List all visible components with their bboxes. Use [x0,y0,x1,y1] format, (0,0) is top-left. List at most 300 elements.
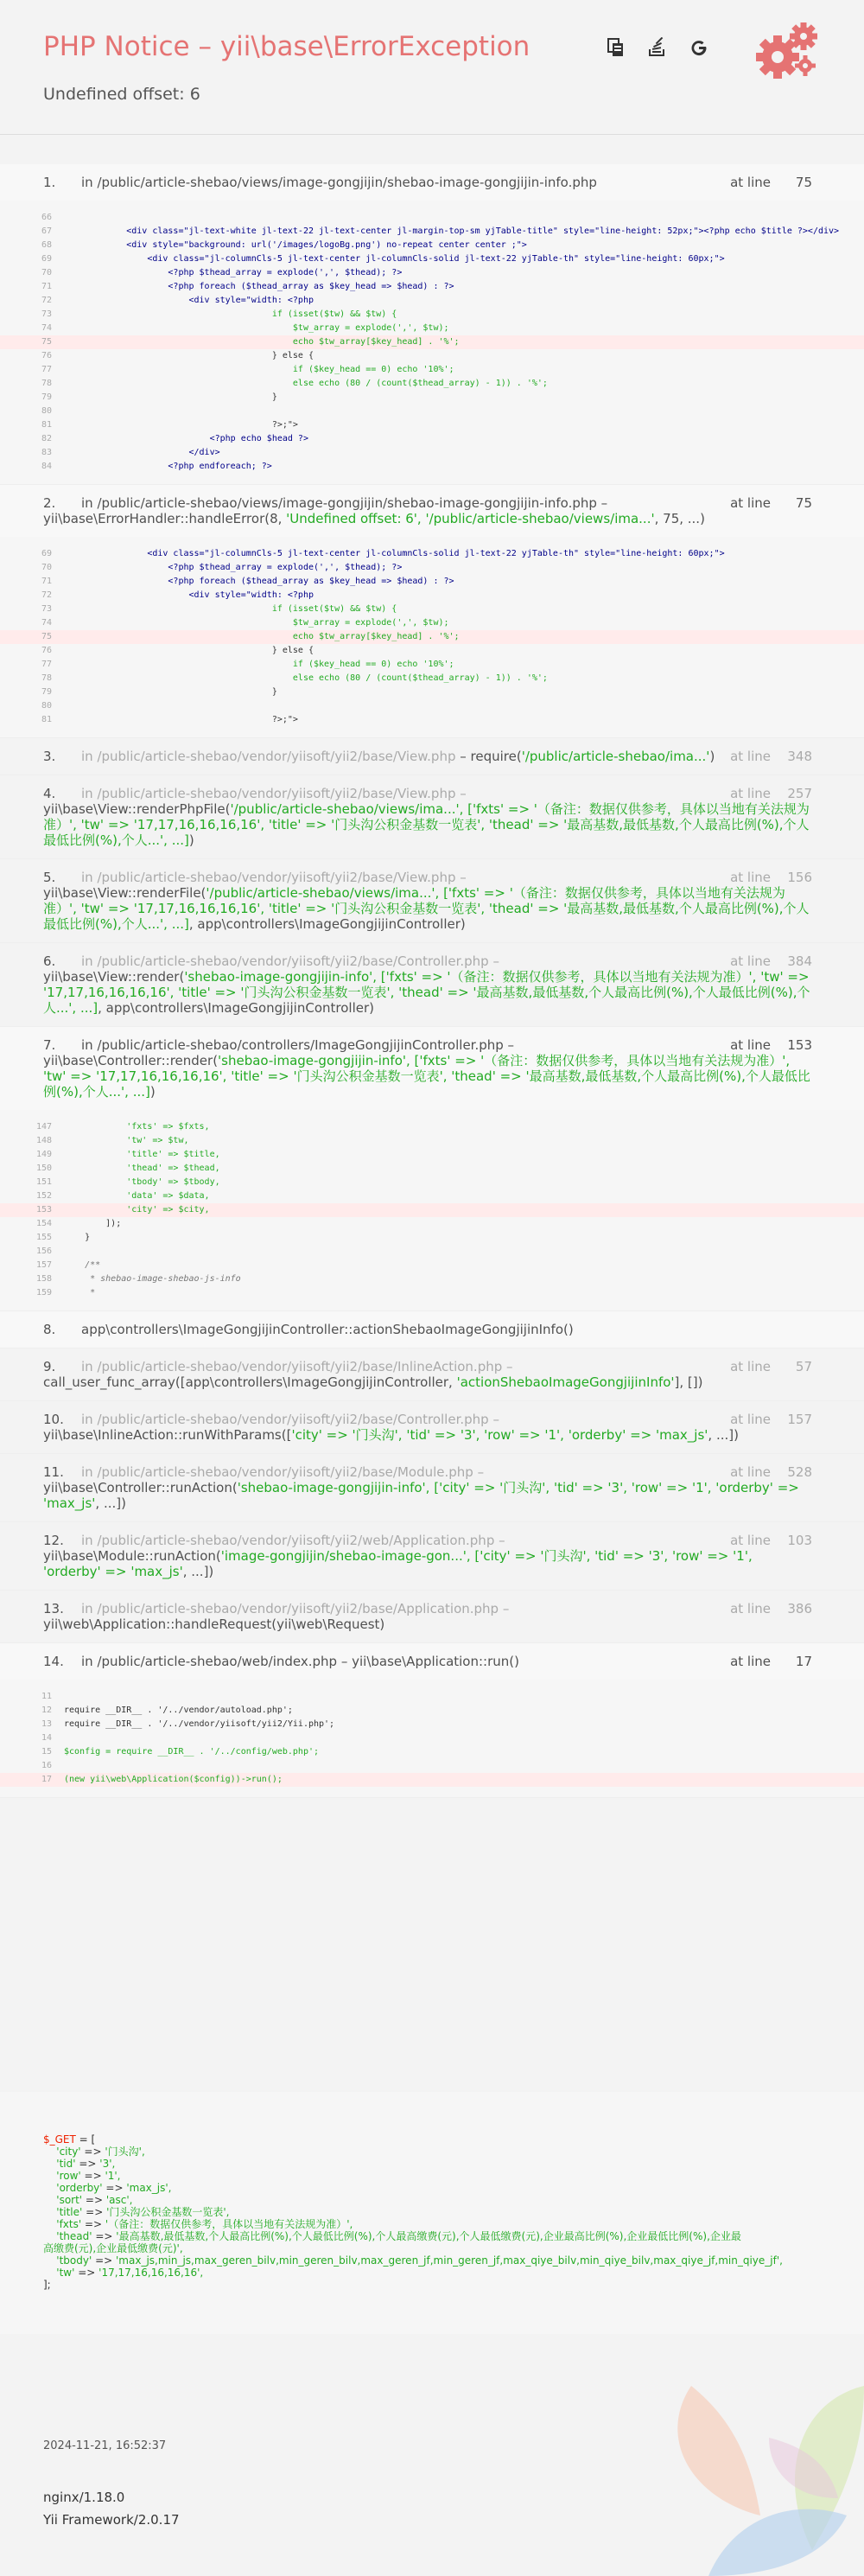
code-line-text: echo $tw_array[$key_head] . '%'; [64,337,460,347]
call-argument-string: 'shebao-image-gongjijin-info', ['fxts' => '（备注：数据仅供参考，具体以当地有关法规为准）', 'tw' => '17,17,16,16,16,16', 'title' => '门头沟公积金基数一览表', 'thead' => '最高基数,最低基数,个人最高比例(%),个人最低比例(%),个人...', ...] [43,969,810,1016]
code-line-text: 'thead' => $thead, [64,1164,220,1173]
call-stack-item [0,1349,864,1401]
code-line-text: if (isset($tw) && $tw) { [64,604,397,614]
code-line-number: 66 [41,213,52,222]
line-label: at line [730,1412,771,1427]
code-line [0,1704,864,1718]
call-file-path: in /public/article-shebao/vendor/yiisoft/yii2/base/View.php [81,749,456,764]
code-line [0,1176,864,1189]
call-stack-item-header[interactable] [0,1591,864,1642]
code-line [0,446,864,460]
call-file-path: in /public/article-shebao/vendor/yiisoft/yii2/base/Module.php – [81,1464,485,1480]
code-line-error [0,335,864,349]
code-line-number: 153 [35,1205,52,1215]
call-function-close: ) [149,1084,156,1100]
request-value: 'max_js,min_js,max_geren_bilv,min_geren_bilv,max_geren_jf,min_geren_jf,max_qiye_bilv,min_qiye_bilv,max_qiye_jf,min_qiye_jf', [116,2254,783,2267]
code-line-text: 'tw' => $tw, [64,1136,189,1145]
code-line-number: 77 [41,365,52,374]
call-stack-item-header[interactable] [0,738,864,775]
request-value: '（备注：数据仅供参考，具体以当地有关法规为准）', [105,2218,353,2230]
code-line-text: <?php $thead_array = explode(',', $thead); ?> [64,268,403,277]
request-key: 'orderby' [56,2182,103,2194]
call-stack-item-header[interactable] [0,485,864,537]
call-stack-item-header[interactable] [0,859,864,942]
code-line-number: 70 [41,268,52,277]
server-info [43,2486,180,2531]
request-line: 'tbody' => 'max_js,min_js,max_geren_bilv,min_geren_bilv,max_geren_jf,min_geren_jf,max_qiye_bilv,min_qiye_bilv,max_qiye_jf,min_qiye_jf', [56,2254,783,2267]
code-line [0,418,864,432]
code-line-number: 15 [41,1747,52,1757]
line-number: 348 [787,749,812,764]
call-stack-item-header[interactable] [0,1027,864,1110]
call-function [43,1053,812,1100]
code-line-text: </div> [64,448,220,457]
code-line-text: else echo (80 / (count($thead_array) - 1)) . '%'; [64,379,548,388]
code-line [0,322,864,335]
call-function [43,511,812,526]
error-type: PHP Notice [43,31,190,62]
line-label: at line [730,1654,771,1669]
code-line-number: 152 [35,1191,52,1201]
code-line-number: 84 [41,462,52,471]
gears-icon [753,21,823,85]
line-label: at line [730,1359,771,1374]
request-line: 'title' => '门头沟公积金基数一览表', [56,2206,230,2218]
code-line-text: (new yii\web\Application($config))->run(); [64,1775,283,1784]
code-line [0,575,864,589]
call-function [43,1427,812,1443]
line-label: at line [730,175,771,190]
call-file-path: in /public/article-shebao/views/image-gongjijin/shebao-image-gongjijin-info.php [81,175,597,190]
code-line-number: 80 [41,406,52,416]
request-key: 'tbody' [56,2254,92,2267]
call-number: 3. [43,749,56,764]
line-number: 75 [795,495,812,511]
request-key: 'city' [56,2146,81,2158]
code-line-number: 79 [41,392,52,402]
code-line [0,1718,864,1731]
code-line-text: } [64,1233,91,1242]
call-argument-string: 'actionShebaoImageGongjijinInfo' [456,1374,675,1390]
code-line [0,1286,864,1300]
call-file-path: app\controllers\ImageGongjijinController::actionShebaoImageGongjijinInfo() [81,1322,574,1337]
code-line-text: ]); [64,1219,122,1228]
call-number: 14. [43,1654,64,1669]
code-line-number: 68 [41,240,52,250]
call-function-close: , ...]) [95,1495,126,1511]
code-snippet [0,201,864,484]
request-line: $_GET = [ [43,2133,96,2146]
code-snippet [0,537,864,737]
code-line-number: 69 [41,254,52,264]
framework-version: Yii Framework/2.0.17 [43,2512,180,2528]
code-line-text: <div class="jl-columnCls-5 jl-text-center jl-columnCls-solid jl-text-22 yjTable-th" style="line-height: 60px;"> [64,549,725,558]
stackoverflow-icon[interactable] [646,36,669,59]
code-line [0,363,864,377]
code-line [0,239,864,252]
code-line-number: 13 [41,1719,52,1729]
call-stack-item-header[interactable] [0,1311,864,1348]
call-number: 4. [43,786,56,801]
code-line [0,1134,864,1148]
call-function-close: ], []) [674,1374,703,1390]
code-line [0,1231,864,1245]
toolbar [605,36,710,59]
call-stack-item [0,1401,864,1454]
call-file-path: in /public/article-shebao/controllers/ImageGongjijinController.php – [81,1037,515,1053]
call-stack-item [0,1027,864,1311]
call-number: 2. [43,495,56,511]
line-number: 257 [787,786,812,801]
code-line-number: 82 [41,434,52,443]
call-file-path: in /public/article-shebao/vendor/yiisoft/yii2/base/Application.php – [81,1601,510,1616]
call-function-name: yii\base\ErrorHandler::handleError(8, [43,511,287,526]
call-function-name: yii\base\View::render( [43,969,185,985]
request-value: '门头沟公积金基数一览表', [106,2206,230,2218]
code-line-text: if (isset($tw) && $tw) { [64,309,397,319]
request-key: 'row' [56,2170,81,2182]
code-line-text: $config = require __DIR__ . '/../config/web.php'; [64,1747,320,1757]
call-stack-item [0,1454,864,1522]
exception-class: yii\base\ErrorException [219,31,530,62]
code-line [0,1259,864,1272]
code-line-text: * shebao-image-shebao-js-info [64,1274,241,1284]
call-function [43,1616,812,1632]
code-line-number: 75 [41,337,52,347]
call-stack-item [0,738,864,775]
code-line-number: 83 [41,448,52,457]
code-line-error [0,1773,864,1787]
code-line [0,658,864,672]
line-number: 157 [787,1412,812,1427]
line-number: 156 [787,870,812,885]
call-function-close: , ...]) [182,1564,214,1579]
line-number: 75 [795,175,812,190]
code-line-text: <div style="width: <?php [64,296,314,305]
code-line-number: 11 [41,1692,52,1701]
call-stack-item-header[interactable] [0,1349,864,1400]
code-line-text: $tw_array = explode(',', $tw); [64,618,449,628]
call-function-close: , 75, ...) [654,511,705,526]
request-key: 'tw' [56,2267,75,2279]
code-line-number: 78 [41,673,52,683]
code-line-text: require __DIR__ . '/../vendor/autoload.php'; [64,1706,293,1715]
code-line-number: 151 [35,1177,52,1187]
code-line [0,349,864,363]
code-line-number: 77 [41,660,52,669]
code-line [0,308,864,322]
call-function-name: yii\base\View::renderFile( [43,885,206,901]
request-value: 高缴费(元),企业最低缴费(元)', [43,2242,183,2254]
call-file-path: in /public/article-shebao/vendor/yiisoft/yii2/base/Controller.php – [81,1412,499,1427]
call-stack-item [0,775,864,859]
code-line [0,460,864,474]
code-line-text: echo $tw_array[$key_head] . '%'; [64,632,460,641]
line-label: at line [730,1037,771,1053]
line-label: at line [730,495,771,511]
code-line [0,280,864,294]
code-line-number: 16 [41,1761,52,1770]
title-separator: – [189,31,220,62]
request-key: 'thead' [56,2230,92,2242]
code-line-text: } else { [64,351,314,360]
call-argument-string: 'Undefined offset: 6', '/public/article-shebao/views/ima...' [286,511,655,526]
call-stack [0,164,864,1798]
call-file-path: in /public/article-shebao/vendor/yiisoft/yii2/web/Application.php – [81,1533,505,1548]
code-line [0,1189,864,1203]
request-line: 'orderby' => 'max_js', [56,2182,172,2194]
call-file-path: in /public/article-shebao/vendor/yiisoft/yii2/base/InlineAction.php – [81,1359,513,1374]
code-line-number: 154 [35,1219,52,1228]
call-function-close: ) [188,832,194,848]
code-line-number: 73 [41,604,52,614]
call-stack-item-header[interactable] [0,1454,864,1521]
code-line-text: } [64,392,277,402]
request-value: '门头沟', [105,2146,145,2158]
call-stack-item [0,1311,864,1349]
call-stack-item-header[interactable] [0,1522,864,1590]
code-line [0,672,864,685]
request-key: 'title' [56,2206,83,2218]
code-line [0,377,864,391]
code-line-error [0,1203,864,1217]
code-line-number: 69 [41,549,52,558]
call-function [43,885,812,932]
call-number: 7. [43,1037,56,1053]
call-function-close: , ...]) [708,1427,739,1443]
code-line-text: 'data' => $data, [64,1191,210,1201]
code-line-text: 'title' => $title, [64,1150,220,1159]
call-function-name: yii\base\Module::runAction( [43,1548,221,1564]
call-stack-item [0,859,864,943]
code-line-number: 67 [41,226,52,236]
code-line-text: <?php endforeach; ?> [64,462,272,471]
code-line [0,699,864,713]
code-line [0,252,864,266]
call-stack-item-header[interactable] [0,164,864,201]
code-line-number: 159 [35,1288,52,1298]
call-number: 12. [43,1533,64,1548]
code-line-error [0,630,864,644]
call-function-name: yii\base\InlineAction::runWithParams([ [43,1427,292,1443]
code-line [0,1690,864,1704]
code-line-number: 71 [41,577,52,586]
line-label: at line [730,953,771,969]
call-stack-item-header[interactable] [0,775,864,858]
code-line [0,1148,864,1162]
request-value: 'asc', [105,2194,133,2206]
call-function [43,801,812,848]
code-line-number: 71 [41,282,52,291]
request-line: 'thead' => '最高基数,最低基数,个人最高比例(%),个人最低比例(%),个人最高缴费(元),个人最低缴费(元),企业最高比例(%),企业最低比例(%),企业最 [56,2230,741,2242]
line-label: at line [730,1464,771,1480]
call-stack-item [0,1643,864,1798]
code-line-number: 148 [35,1136,52,1145]
error-message: Undefined offset: 6 [43,85,200,104]
call-function-name: yii\web\Application::handleRequest(yii\web\Request) [43,1616,385,1632]
code-line-number: 74 [41,618,52,628]
request-line: 'sort' => 'asc', [56,2194,133,2206]
line-label: at line [730,1533,771,1548]
request-value: '17,17,16,16,16,16', [98,2267,204,2279]
code-line-text: <?php foreach ($thead_array as $key_head => $head) : ?> [64,282,454,291]
code-line-number: 72 [41,590,52,600]
code-line [0,1272,864,1286]
code-line-text: /** [64,1260,101,1270]
code-line [0,713,864,727]
call-file-path: in /public/article-shebao/views/image-gongjijin/shebao-image-gongjijin-info.php – [81,495,608,511]
call-number: 10. [43,1412,64,1427]
error-header [0,0,864,135]
call-number: 8. [43,1322,56,1337]
call-argument-string: '/public/article-shebao/ima...' [521,749,710,764]
call-function-close: , app\controllers\ImageGongjijinController) [98,1000,374,1016]
code-line-number: 70 [41,563,52,572]
request-key: 'tid' [56,2158,76,2170]
call-function: – require( [455,749,522,764]
line-number: 384 [787,953,812,969]
code-line-number: 74 [41,323,52,333]
code-snippet [0,1110,864,1310]
code-line-text: <div style="width: <?php [64,590,314,600]
request-line [43,2279,821,2291]
request-value: 'max_js', [126,2182,172,2194]
code-line [0,225,864,239]
code-line-text: <div class="jl-text-white jl-text-22 jl-text-center jl-margin-top-sm yjTable-title" style="line-height: 52px;"><?php echo $title ?></div> [64,226,840,236]
code-line-text: 'fxts' => $fxts, [64,1122,210,1132]
code-line-number: 150 [35,1164,52,1173]
code-line-number: 149 [35,1150,52,1159]
call-function-name: yii\base\View::renderPhpFile( [43,801,231,817]
call-number: 1. [43,175,56,190]
call-stack-item [0,1591,864,1643]
call-file-path: in /public/article-shebao/vendor/yiisoft/yii2/base/View.php – [81,786,467,801]
code-line-number: 78 [41,379,52,388]
code-line [0,644,864,658]
code-line-text: 'city' => $city, [64,1205,210,1215]
call-number: 6. [43,953,56,969]
code-line [0,589,864,603]
call-argument-string: 'city' => '门头沟', 'tid' => '3', 'row' => '1', 'orderby' => 'max_js' [291,1427,708,1443]
call-function [43,1480,812,1511]
line-label: at line [730,786,771,801]
code-line-text: require __DIR__ . '/../vendor/yiisoft/yii2/Yii.php'; [64,1719,335,1729]
timestamp: 2024-11-21, 16:52:37 [43,2439,167,2452]
code-line-number: 81 [41,420,52,430]
request-line [43,2242,821,2254]
request-line: 'city' => '门头沟', [56,2146,145,2158]
call-stack-item-header[interactable] [0,1643,864,1680]
code-line-text: } else { [64,646,314,655]
code-line [0,685,864,699]
code-line-number: 76 [41,646,52,655]
call-argument-string: '/public/article-shebao/views/ima...', ['fxts' => '（备注：数据仅供参考，具体以当地有关法规为准）', 'tw' => '17,17,16,16,16,16', 'title' => '门头沟公积金基数一览表', 'thead' => '最高基数,最低基数,个人最高比例(%),个人最低比例(%),个人...', ...] [43,801,810,848]
code-line-number: 73 [41,309,52,319]
code-line [0,1245,864,1259]
code-line-number: 80 [41,701,52,711]
call-function [43,969,812,1016]
code-line-text: } [64,687,277,697]
code-line [0,405,864,418]
code-line-text: if ($key_head == 0) echo '10%'; [64,660,454,669]
call-file-path: in /public/article-shebao/vendor/yiisoft/yii2/base/Controller.php – [81,953,499,969]
line-number: 153 [787,1037,812,1053]
request-panel [0,2092,864,2334]
code-line-text: <div class="jl-columnCls-5 jl-text-center jl-columnCls-solid jl-text-22 yjTable-th" style="line-height: 60px;"> [64,254,725,264]
code-line-number: 158 [35,1274,52,1284]
code-line-number: 155 [35,1233,52,1242]
call-number: 13. [43,1601,64,1616]
line-number: 57 [795,1359,812,1374]
request-line: 'fxts' => '（备注：数据仅供参考，具体以当地有关法规为准）', [56,2218,353,2230]
code-line-text: <?php foreach ($thead_array as $key_head => $head) : ?> [64,577,454,586]
code-line-number: 79 [41,687,52,697]
call-number: 5. [43,870,56,885]
code-line-text: * [64,1288,96,1298]
line-label: at line [730,1601,771,1616]
code-line [0,211,864,225]
request-line: 'tid' => '3', [56,2158,116,2170]
code-line-text: if ($key_head == 0) echo '10%'; [64,365,454,374]
code-line [0,547,864,561]
code-line-number: 157 [35,1260,52,1270]
call-function-name: yii\base\Controller::render( [43,1053,219,1068]
code-line [0,616,864,630]
call-function-close: , app\controllers\ImageGongjijinController) [188,916,466,932]
code-line [0,1745,864,1759]
code-line-number: 14 [41,1733,52,1743]
google-icon[interactable] [688,36,710,59]
call-stack-item-header[interactable] [0,1401,864,1453]
request-key: 'sort' [56,2194,83,2206]
request-variable: $_GET [43,2133,76,2146]
code-line [0,561,864,575]
line-label: at line [730,749,771,764]
request-key: 'fxts' [56,2218,82,2230]
call-file-path: in /public/article-shebao/vendor/yiisoft/yii2/base/View.php – [81,870,467,885]
code-line [0,266,864,280]
line-label: at line [730,870,771,885]
code-line-text: <?php $thead_array = explode(',', $thead); ?> [64,563,403,572]
request-value: '1', [105,2170,121,2182]
call-file-path: in /public/article-shebao/web/index.php – yii\base\Application::run() [81,1654,519,1669]
code-line [0,391,864,405]
code-line [0,1759,864,1773]
code-line-number: 81 [41,715,52,724]
copy-icon[interactable] [605,36,627,59]
request-get-dump [43,2133,821,2291]
call-function-close: ) [709,749,715,764]
line-number: 386 [787,1601,812,1616]
code-line [0,432,864,446]
code-line-text: $tw_array = explode(',', $tw); [64,323,449,333]
call-stack-item [0,1522,864,1591]
decorative-leaves-image [639,2386,864,2576]
code-snippet [0,1680,864,1797]
code-line [0,1217,864,1231]
code-line-text: <?php echo $head ?> [64,434,308,443]
code-line [0,1731,864,1745]
call-stack-item-header[interactable] [0,943,864,1026]
call-number: 9. [43,1359,56,1374]
code-line [0,603,864,616]
call-function [43,1374,812,1390]
code-line-number: 147 [35,1122,52,1132]
request-value: '最高基数,最低基数,个人最高比例(%),个人最低比例(%),个人最高缴费(元),个人最低缴费(元),企业最高比例(%),企业最低比例(%),企业最 [116,2230,741,2242]
call-function [43,1548,812,1579]
request-value: ]; [43,2279,51,2291]
code-line-text: ?>;"> [64,715,298,724]
